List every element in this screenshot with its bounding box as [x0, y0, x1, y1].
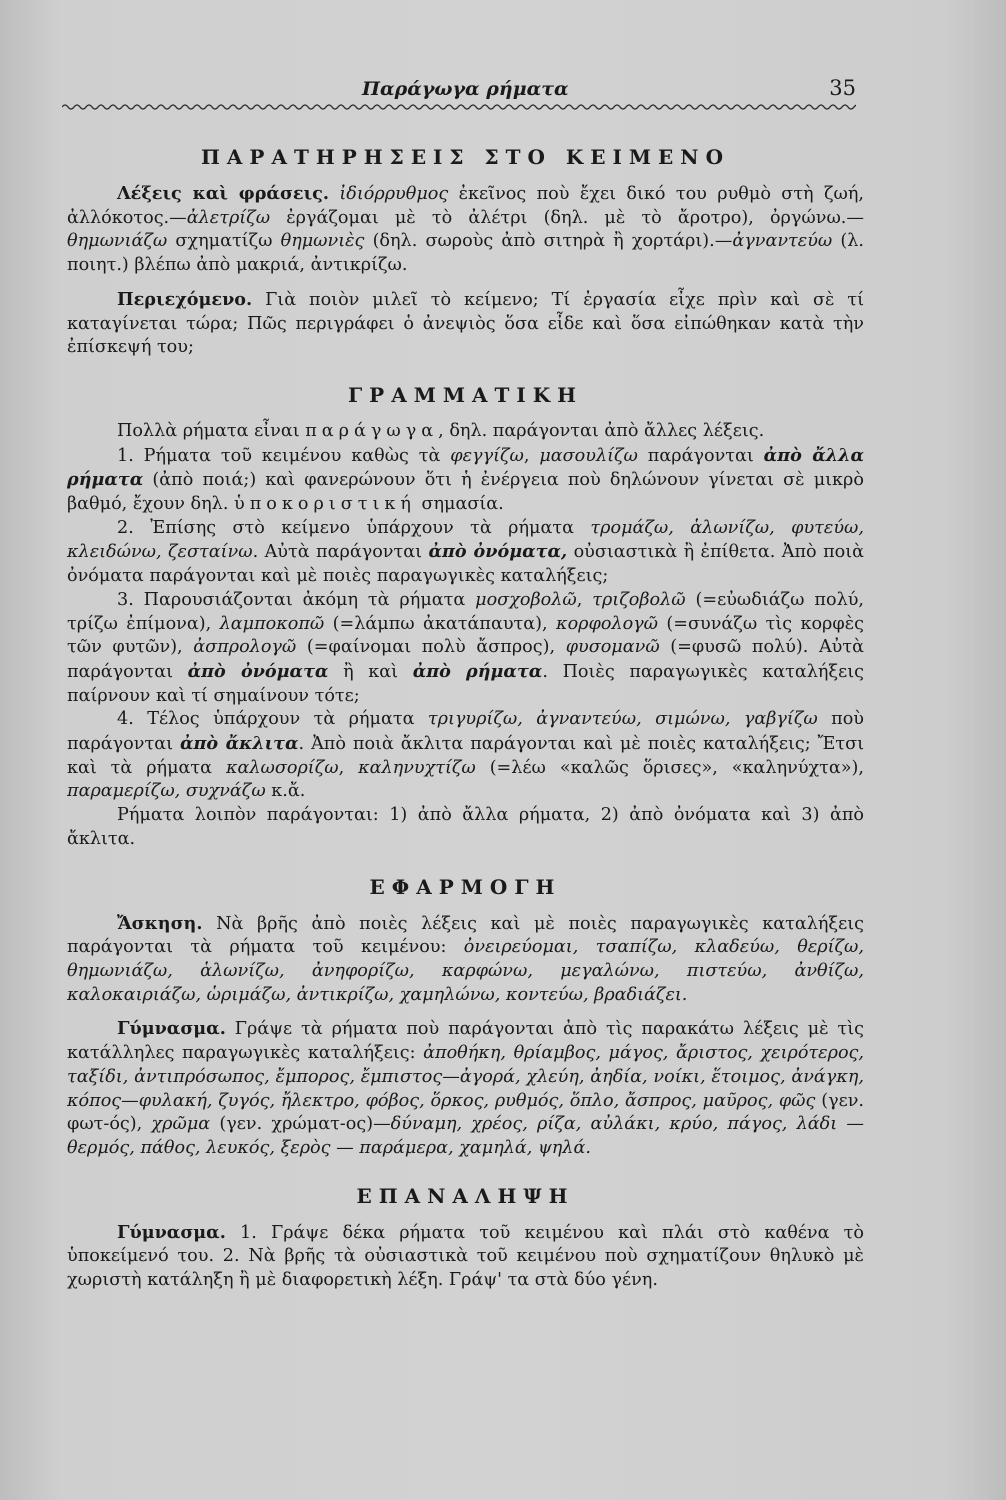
example-verb: κορφολογῶ — [556, 613, 659, 634]
emphasis: ἀπὸ ἄλλα ρήματα — [67, 444, 864, 491]
exercise-words: ἀποθήκη, θρίαμβος, μάγος, ἄριστος, χειρότερος, ταξίδι, ἀντιπρόσωπος, ἔμπορος, ἔμπιστος—ἀγορά, χλεύη, ἀηδία, νοίκι, ἕτοιμος, ἀνάγκη, κόπος—φυλακή, ζυγός, ἤλεκτρο, φόβος, ὅρκος, ρυθμός, ὅπλο, ἄσπρος, μαῦρος, φῶς — [67, 1043, 864, 1111]
example-verb: ἀσπρολογῶ — [193, 637, 297, 658]
text: . Αὐτὰ παράγονται — [252, 542, 429, 563]
example-verb: λαμποκοπῶ — [219, 613, 325, 634]
paragraph-lexeis — [67, 182, 864, 278]
section-title-epanalipsi: ΕΠΑΝΑΛΗΨΗ — [356, 1183, 575, 1208]
gloss-def: (δηλ. σωροὺς ἀπὸ σιτηρὰ ἢ χορτάρι).— — [364, 231, 733, 252]
page-number: 35 — [829, 76, 856, 100]
paragraph-epanalipsi — [67, 1221, 864, 1293]
emphasis: ἀπὸ ὀνόματα — [187, 660, 329, 682]
gloss-def: ἐκεῖνος ποὺ ἔχει δικό του ρυθμὸ στὴ ζωή, ἀλλόκοτος.— — [67, 184, 865, 228]
spaced-term: παράγωγα — [305, 420, 439, 441]
example-verb: μασουλίζω — [539, 445, 638, 466]
text: , — [576, 589, 593, 610]
text: (=λέω «καλῶς ὅρισες», «καληνύχτα»), — [475, 757, 865, 778]
text: Γράψε τὰ ρήματα ποὺ παράγονται ἀπὸ τὶς παρακάτω λέξεις μὲ τὶς κατάλληλες παραγωγικὲς καταλήξεις: — [67, 1019, 864, 1064]
exercise-words: χρῶμα — [151, 1114, 220, 1135]
label-gymnasma: Γύμνασμα. — [117, 1221, 226, 1243]
example-verb: καληνυχτίζω — [358, 757, 476, 778]
text: (=συνάζω τὶς κορφὲς τῶν φυτῶν), — [67, 613, 865, 658]
gloss-term: θημωνιὲς — [280, 231, 365, 252]
text: ἢ καὶ — [328, 661, 413, 682]
label-gymnasma: Γύμνασμα. — [117, 1018, 226, 1040]
section-title-paratiriseis: ΠΑΡΑΤΗΡΗΣΕΙΣ ΣΤΟ ΚΕΙΜΕΝΟ — [201, 145, 730, 169]
exercise-verbs: ὀνειρεύομαι, τσαπίζω, κλαδεύω, θερίζω, θημωνιάζω, ἁλωνίζω, ἀνηφορίζω, καρφώνω, μεγαλώνω, πιστεύω, ἀνθίζω, καλοκαιριάζω, ὡριμάζω, ἀντικρίζω, χαμηλώνω, κοντεύω, βραδιάζει. — [67, 937, 864, 1005]
label-askisi: Ἄσκηση. — [117, 912, 203, 934]
paragraph-rule-1 — [67, 444, 864, 517]
text: (ἀπὸ ποιά;) καὶ φανερώνουν ὅτι ἡ ἐνέργεια ποὺ δηλώνουν γίνεται σὲ μικρὸ βαθμό, ἔχουν δηλ. — [67, 470, 864, 515]
text: 1. Ρήματα τοῦ κειμένου καθὼς τὰ — [117, 445, 451, 466]
text: , — [523, 445, 540, 466]
text: (=φαίνομαι πολὺ ἄσπρος), — [296, 637, 566, 658]
example-verb: φυσομανῶ — [565, 637, 660, 658]
label-periexomeno: Περιεχόμενο. — [117, 288, 253, 310]
gloss-term: θημωνιάζω — [67, 231, 168, 252]
text: κ.ἄ. — [265, 781, 306, 802]
example-verbs: τρομάζω, ἁλωνίζω, φυτεύω, κλειδώνω, ζεσταίνω — [67, 517, 864, 563]
paragraph-summary: Ρήματα λοιπὸν παράγονται: 1) ἀπὸ ἄλλα ρήματα, 2) ἀπὸ ὀνόματα καὶ 3) ἀπὸ ἄκλιτα. — [67, 805, 864, 849]
text: 1. Γράψε δέκα ρήματα τοῦ κειμένου καὶ πλάι στὸ καθένα τὸ ὑποκείμενό του. 2. Νὰ βρῆς τὰ οὐσιαστικὰ τοῦ κειμένου ποὺ σχηματίζουν θηλυκὸ μὲ χωριστὴ κατάληξη ἢ μὲ διαφορετικὴ λέξη. Γράψ' τα στὰ δύο γένη. — [67, 1222, 864, 1291]
text: ποὺ παράγονται — [67, 709, 864, 755]
example-verb: τριζοβολῶ — [592, 589, 686, 610]
text: 4. Τέλος ὑπάρχουν τὰ ρήματα — [117, 709, 428, 730]
emphasis: ἀπὸ ρήματα — [412, 660, 543, 682]
paragraph-gymnasma — [67, 1017, 864, 1160]
emphasis: ἀπὸ ὀνόματα, — [428, 541, 568, 563]
text: (=φυσῶ πολύ). Αὐτὰ παράγονται — [67, 637, 864, 682]
gloss-term: ἀγναντεύω — [732, 231, 833, 252]
wavy-rule — [62, 102, 856, 112]
page-header — [62, 78, 856, 108]
text: 3. Παρουσιάζονται ἀκόμη τὰ ρήματα — [117, 589, 476, 610]
text: παράγονται — [637, 445, 764, 466]
text: , — [338, 757, 359, 778]
text: (=λάμπω ἀκατάπαυτα), — [324, 613, 557, 634]
text: οὐσιαστικὰ ἢ ἐπίθετα. Ἀπὸ ποιὰ ὀνόματα παράγονται καὶ μὲ ποιὲς παραγωγικὲς καταλήξεις; — [67, 542, 864, 587]
paragraph-rule-3 — [67, 589, 864, 709]
example-verbs: παραμερίζω, συχνάζω — [67, 781, 266, 802]
section-title-efarmogi: ΕΦΑΡΜΟΓΗ — [369, 874, 562, 899]
example-verb: φεγγίζω — [450, 445, 524, 466]
example-verb: καλωσορίζω — [225, 757, 339, 778]
paragraph-rule-2 — [67, 517, 864, 589]
text: 2. Ἐπίσης στὸ κείμενο ὑπάρχουν τὰ ρήματα — [117, 517, 591, 538]
example-verb: μοσχοβολῶ — [475, 589, 577, 610]
exercise-words: —δύναμη, χρέος, ρίζα, αὐλάκι, κρύο, πάγος, λάδι — θερμός, πάθος, λευκός, ξερὸς — παράμερα, χαμηλά, ψηλά. — [67, 1114, 864, 1158]
gloss-def: (λ. ποιητ.) βλέπω ἀπὸ μακριά, ἀντικρίζω. — [67, 231, 865, 276]
text: . Ποιὲς παραγωγικὲς καταλήξεις παίρνουν καὶ τί σημαίνουν τότε; — [67, 661, 864, 706]
label-lexeis: Λέξεις καὶ φράσεις. — [117, 183, 329, 204]
gloss-term: ἰδιόρρυθμος — [339, 184, 449, 204]
paragraph-askisi — [67, 912, 864, 1008]
text: (γεν. χρώματ-ος) — [219, 1114, 374, 1135]
text: (γεν. φωτ-ός), — [67, 1090, 864, 1135]
emphasis: ἀπὸ ἄκλιτα — [179, 733, 299, 755]
page-body — [67, 142, 864, 1293]
example-verbs: τριγυρίζω, ἀγναντεύω, σιμώνω, γαβγίζω — [427, 709, 818, 730]
text: σημασία. — [415, 494, 504, 515]
paragraph-periexomeno — [67, 288, 864, 360]
text: . Ἀπὸ ποιὰ ἄκλιτα παράγονται καὶ μὲ ποιὲς καταλήξεις; Ἔτσι καὶ τὰ ρήματα — [67, 734, 865, 778]
text: , δηλ. παράγονται ἀπὸ ἄλλες λέξεις. — [438, 420, 765, 441]
text: (=εὐωδιάζω πολύ, τρίζω ἐπίμονα), — [67, 589, 865, 634]
periexomeno-text: Γιὰ ποιὸν μιλεῖ τὸ κείμενο; Τί ἐργασία εἶχε πρὶν καὶ σὲ τί καταγίνεται τώρα; Πῶς περιγράφει ὁ ἀνεψιὸς ὅσα εἶδε καὶ ὅσα εἰπώθηκαν κατὰ τὴν ἐπίσκεψή του; — [67, 289, 864, 358]
paragraph-intro — [67, 420, 864, 444]
running-title: Παράγωγα ρήματα — [362, 78, 569, 100]
spaced-term: ὑποκοριστική — [234, 494, 416, 515]
text: Νὰ βρῆς ἀπὸ ποιὲς λέξεις καὶ μὲ ποιὲς παραγωγικὲς καταλήξεις παράγονται τὰ ρήματα τοῦ κειμένου: — [67, 913, 864, 958]
gloss-def: σχηματίζω — [167, 231, 281, 252]
gloss-def: ἐργάζομαι μὲ τὸ ἀλέτρι (δηλ. μὲ τὸ ἄροτρο), ὀργώνω.— — [270, 207, 864, 228]
paragraph-rule-4 — [67, 708, 864, 804]
gloss-term: ἀλετρίζω — [186, 207, 271, 228]
section-title-grammatiki: ΓΡΑΜΜΑΤΙΚΗ — [347, 382, 584, 407]
text: Πολλὰ ρήματα εἶναι — [117, 420, 306, 441]
